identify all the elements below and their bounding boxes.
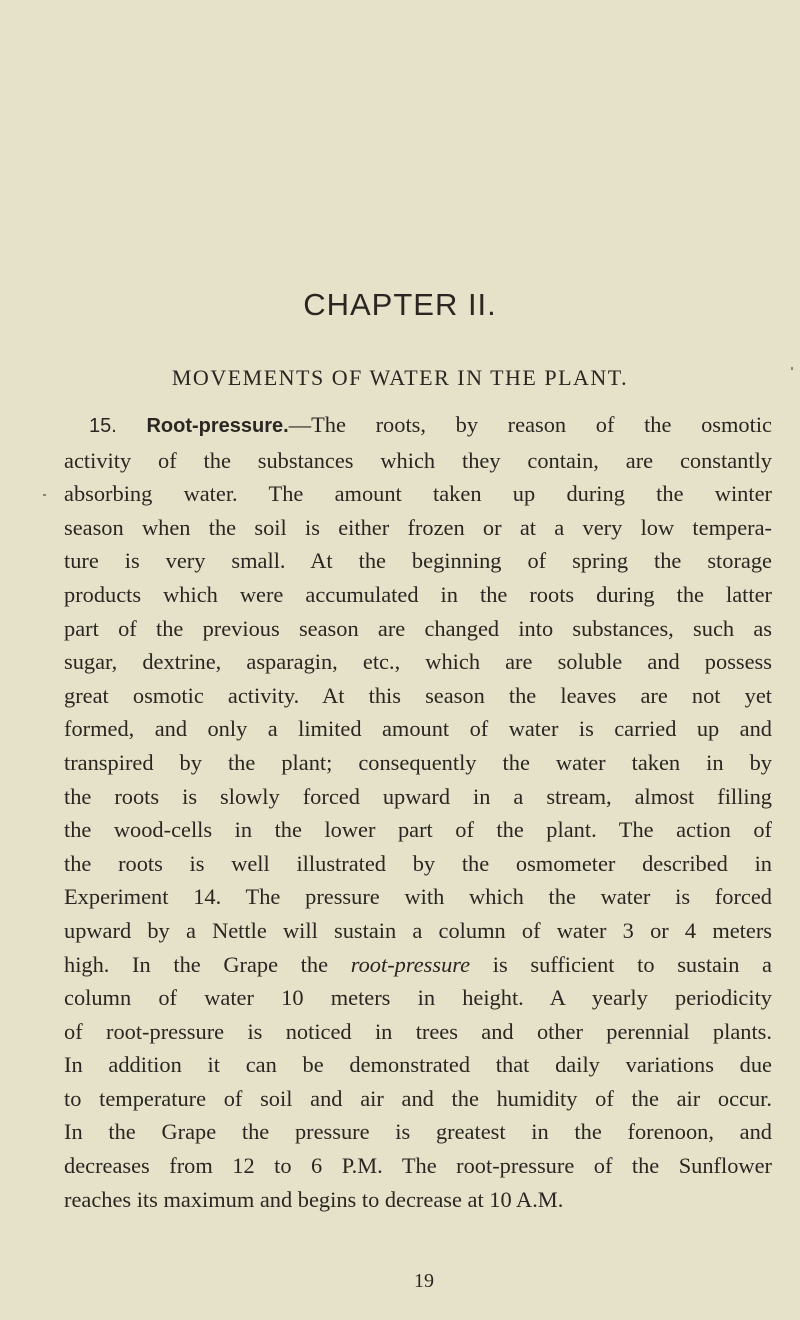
text-line: products which were accumulated in the roots during the latter <box>64 581 772 607</box>
text-line: of root-pressure is noticed in trees and other perennial plants. <box>64 1018 772 1044</box>
text-line: the wood-cells in the lower part of the plant. The action of <box>64 817 772 843</box>
text-line: In the Grape the pressure is greatest in the forenoon, and <box>64 1119 772 1145</box>
text-line: upward by a Nettle will sustain a column of water 3 or 4 meters <box>64 917 772 943</box>
text-line <box>64 948 772 982</box>
text-line: part of the previous season are changed into substances, such as <box>64 615 772 641</box>
italic-term: root-pressure <box>350 951 471 977</box>
text-line <box>64 408 772 444</box>
page-number: 19 <box>414 1270 434 1292</box>
paragraph-number: 15. <box>89 415 117 437</box>
text-line: decreases from 12 to 6 P.M. The root-pressure of the Sunflower <box>64 1153 772 1179</box>
paper-speck <box>791 367 793 370</box>
text-line-content: —The roots, by reason of the osmotic <box>288 412 772 437</box>
text-line: the roots is slowly forced upward in a stream, almost filling <box>64 783 772 809</box>
text-line: season when the soil is either frozen or at a very low tempera- <box>64 514 772 540</box>
text-line: activity of the substances which they contain, are constantly <box>64 447 772 473</box>
paragraph-15 <box>64 408 772 1216</box>
text-line: great osmotic activity. At this season the leaves are not yet <box>64 682 772 708</box>
text-line: Experiment 14. The pressure with which the water is forced <box>64 884 772 910</box>
text-line: sugar, dextrine, asparagin, etc., which are soluble and possess <box>64 649 772 675</box>
text-line-end: is sufficient to sustain a <box>492 951 772 977</box>
text-line: the roots is well illustrated by the osmometer described in <box>64 850 772 876</box>
chapter-heading: CHAPTER II. <box>303 287 497 322</box>
paper-speck <box>43 494 46 496</box>
text-line: In addition it can be demonstrated that daily variations due <box>64 1052 772 1078</box>
section-title: MOVEMENTS OF WATER IN THE PLANT. <box>171 365 629 390</box>
paragraph-heading: Root-pressure. <box>146 415 289 437</box>
text-line-start: high. In the Grape the <box>64 951 329 977</box>
text-line: transpired by the plant; consequently the water taken in by <box>64 749 772 775</box>
text-line: ture is very small. At the beginning of spring the storage <box>64 548 772 574</box>
text-line: absorbing water. The amount taken up during the winter <box>64 481 772 507</box>
text-line: reaches its maximum and begins to decrease at 10 A.M. <box>64 1186 564 1212</box>
text-line: column of water 10 meters in height. A yearly periodicity <box>64 985 772 1011</box>
text-line: formed, and only a limited amount of water is carried up and <box>64 716 772 742</box>
text-line: to temperature of soil and air and the humidity of the air occur. <box>64 1085 772 1111</box>
